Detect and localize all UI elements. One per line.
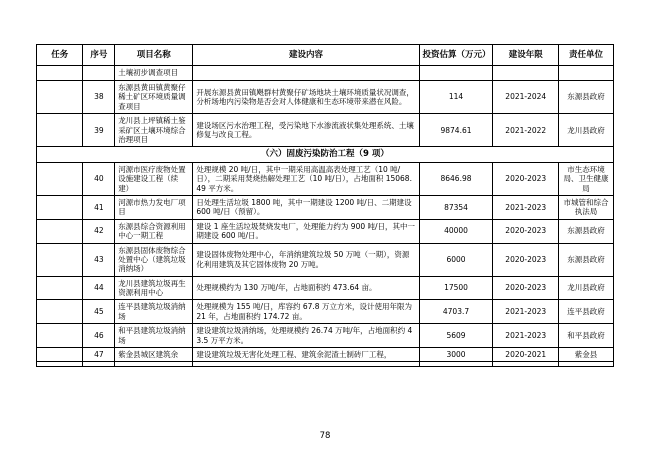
cell-seq: 40 [83,162,115,195]
cell-name: 河源市热力发电厂项目 [115,196,193,220]
cell-content: 处理规模约为 130 万吨/年，占地面积约 473.64 亩。 [193,276,419,300]
table-header-row [37,45,614,66]
cell-name: 连平县建筑垃圾消纳场 [115,300,193,324]
cell-invest: 5609 [419,324,493,348]
cell-task [37,347,83,361]
cell-task [37,162,83,195]
cell-unit: 和平县政府 [559,324,614,348]
cell-years [493,66,559,81]
cell-invest [419,362,493,367]
cell-unit: 紫金县 [559,347,614,361]
cell-name: 东源县固体废物综合处置中心（建筑垃圾消纳场） [115,243,193,276]
cell-invest: 40000 [419,219,493,243]
cell-invest: 6000 [419,243,493,276]
cell-invest: 8646.98 [419,162,493,195]
table-body [37,66,614,367]
cell-task [37,276,83,300]
cell-seq: 42 [83,219,115,243]
cell-seq: 39 [83,114,115,147]
cell-years: 2020-2023 [493,243,559,276]
cell-seq: 44 [83,276,115,300]
cell-unit: 龙川县政府 [559,276,614,300]
cell-invest [419,66,493,81]
cell-task [37,114,83,147]
table-row [37,81,614,114]
cell-years: 2021-2023 [493,300,559,324]
cell-seq: 43 [83,243,115,276]
cell-years: 2020-2023 [493,162,559,195]
cell-name: 紫金县城区建筑余 [115,347,193,361]
table-row [37,243,614,276]
cell-seq: 41 [83,196,115,220]
cell-name [115,362,193,367]
cell-years: 2020-2023 [493,276,559,300]
cell-unit: 东源县政府 [559,243,614,276]
cell-name: 东源县黄田镇黄聚仔稀土矿区环境质量调查项目 [115,81,193,114]
cell-content [193,362,419,367]
table-row [37,347,614,361]
cell-task [37,219,83,243]
table-row [37,219,614,243]
cell-unit [559,362,614,367]
cell-name: 土壤初步调查项目 [115,66,193,81]
cell-content: 建设场区污水治理工程，受污染地下水渗流液状集处理系统、土壤修复与改良工程。 [193,114,419,147]
section-title: （六）固废污染防治工程（9 项） [37,147,614,163]
cell-name: 东源县综合资源利用中心一期工程 [115,219,193,243]
table-row [37,300,614,324]
column-header-unit: 责任单位 [559,45,614,66]
cell-years: 2020-2021 [493,347,559,361]
cell-content: 开展东源县黄田镇飓群村黄聚仔矿场地块土壤环境质量状况调查，分析场地内污染物是否会对人体健康和生态环境带来潜在风险。 [193,81,419,114]
cell-content: 处理规模为 155 吨/日，库容约 67.8 万立方米，设计使用年限为 21 年，占地面积约 174.72 亩。 [193,300,419,324]
cell-task [37,324,83,348]
cell-seq [83,66,115,81]
cell-invest: 4703.7 [419,300,493,324]
cell-content: 建设建筑垃圾消纳场，处理规模约 26.74 万吨/年，占地面积约 43.5 万平方米。 [193,324,419,348]
cell-name: 龙川县建筑垃圾再生资源利用中心 [115,276,193,300]
cell-seq [83,362,115,367]
column-header-name: 项目名称 [115,45,193,66]
cell-invest: 9874.61 [419,114,493,147]
cell-task [37,196,83,220]
cell-name: 龙川县上坪镇稀土鉴采矿区土壤环境综合治理项目 [115,114,193,147]
table-row [37,324,614,348]
cell-name: 和平县建筑垃圾消纳场 [115,324,193,348]
column-header-seq: 序号 [83,45,115,66]
cell-content: 建设 1 座生活垃圾焚烧发电厂，处理能力约为 900 吨/日，其中一期建设 600 吨/日。 [193,219,419,243]
cell-task [37,362,83,367]
cell-content: 日处理生活垃圾 1800 吨，其中一期建设 1200 吨/日、二期建设 600 吨/日（预留）。 [193,196,419,220]
cell-content [193,66,419,81]
cell-name: 河源市医疗废物处置设施建设工程（续建） [115,162,193,195]
column-header-content: 建设内容 [193,45,419,66]
cell-years: 2021-2023 [493,324,559,348]
cell-years: 2021-2024 [493,81,559,114]
cell-unit: 东源县政府 [559,81,614,114]
cell-task [37,243,83,276]
table-row [37,162,614,195]
cell-invest: 17500 [419,276,493,300]
cell-years: 2020-2023 [493,219,559,243]
cell-years: 2021-2022 [493,114,559,147]
cell-content: 建设固体废物处理中心，年消纳建筑垃圾 50 万吨（一期），资源化利用建筑及其它固体废物 20 万吨。 [193,243,419,276]
cell-unit: 东源县政府 [559,219,614,243]
column-header-invest: 投资估算（万元） [419,45,493,66]
cell-years: 2021-2023 [493,196,559,220]
section-header-row [37,147,614,163]
table-row [37,196,614,220]
cell-invest: 3000 [419,347,493,361]
cell-unit [559,66,614,81]
table-row [37,276,614,300]
cell-task [37,81,83,114]
cell-content: 建设建筑垃圾无害化处理工程、建筑余泥渣土制砖厂工程， [193,347,419,361]
cell-unit: 市城管和综合执法局 [559,196,614,220]
cell-task [37,66,83,81]
cell-years [493,362,559,367]
cell-content: 处理规模 20 吨/日，其中一期采用高温高表处理工艺（10 吨/日），二期采用焚烧热解处理工艺（10 吨/日），占地面积 15068.49 平方米。 [193,162,419,195]
cell-invest: 114 [419,81,493,114]
cell-seq: 47 [83,347,115,361]
column-header-years: 建设年限 [493,45,559,66]
cell-invest: 87354 [419,196,493,220]
column-header-task: 任务 [37,45,83,66]
table-row [37,362,614,367]
cell-unit: 龙川县政府 [559,114,614,147]
cell-unit: 连平县政府 [559,300,614,324]
cell-seq: 45 [83,300,115,324]
page-number: 78 [319,431,331,441]
cell-seq: 46 [83,324,115,348]
cell-seq: 38 [83,81,115,114]
cell-unit: 市生态环境局、卫生健康局 [559,162,614,195]
cell-task [37,300,83,324]
table-row [37,66,614,81]
project-table [36,44,614,367]
table-row [37,114,614,147]
